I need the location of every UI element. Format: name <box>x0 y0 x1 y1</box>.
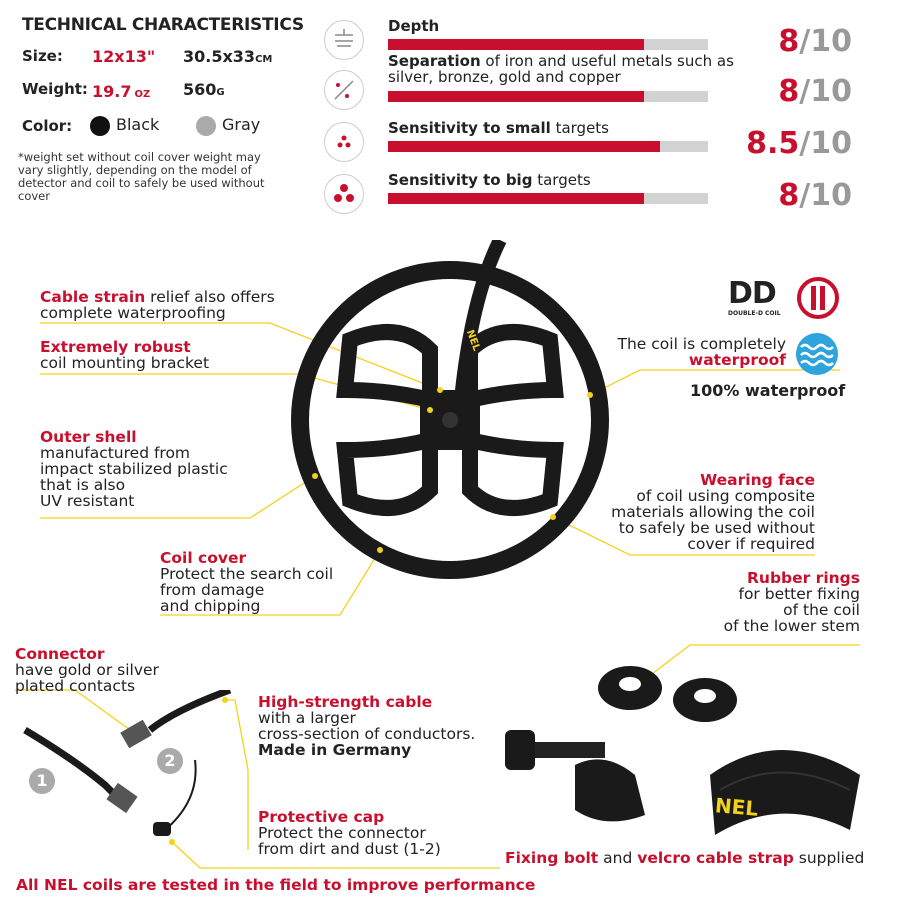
color-label: Color: <box>22 117 73 135</box>
rating-score-max: /10 <box>799 74 852 109</box>
size-cm: 30.5x33CM <box>183 47 273 66</box>
stem-brand: NEL <box>463 328 482 353</box>
strap-brand: NEL <box>714 793 760 821</box>
callout-wearing-face: Wearing face of coil using composite materials allowing the coil to safely be used without cover if required <box>611 471 815 553</box>
marker-dot <box>437 387 443 393</box>
color-black: Black <box>90 115 159 136</box>
rating-label-bold: Sensitivity to small <box>388 119 551 137</box>
marker-dot <box>377 547 383 553</box>
rating-score-max: /10 <box>799 24 852 59</box>
rating-label-rest: targets <box>532 171 591 189</box>
water-waves-icon <box>795 332 839 376</box>
callout-rubber-rings: Rubber rings for better fixing of the coil of the lower stem <box>723 569 860 635</box>
dd-logo: DD <box>728 276 776 311</box>
tech-title: TECHNICAL CHARACTERISTICS <box>22 15 304 35</box>
dd-subtitle: DOUBLE-D COIL <box>728 310 781 317</box>
footer-tagline: All NEL coils are tested in the field to improve performance <box>16 876 536 894</box>
marker-dot <box>587 392 593 398</box>
callout-protective-cap: Protective cap Protect the connector from dirt and dust (1-2) <box>258 808 441 858</box>
rating-label-rest: targets <box>550 119 609 137</box>
marker-dot <box>312 473 318 479</box>
waterproof-percent: 100% waterproof <box>690 381 846 400</box>
dd-coil-icon <box>796 276 840 320</box>
callout-cable: High-strength cable with a larger cross-section of conductors. Made in Germany <box>258 693 476 759</box>
marker-dot <box>427 407 433 413</box>
velcro-strap-image <box>700 735 870 845</box>
callout-connector: Connector have gold or silver plated contacts <box>15 645 159 695</box>
rating-label-bold: Depth <box>388 17 440 35</box>
rating-score-max: /10 <box>799 178 852 213</box>
rating-label-bold: Sensitivity to big <box>388 171 533 189</box>
rating-label-rest: of iron and useful metals such as silver, bronze, gold and copper <box>388 52 734 86</box>
rating-score-value: 8 <box>778 178 800 213</box>
callout-coil-cover: Coil cover Protect the search coil from damage and chipping <box>160 549 334 615</box>
weight-oz: 19.7 OZ <box>92 82 151 101</box>
color-gray: Gray <box>196 115 260 136</box>
rating-label-bold: Separation <box>388 52 481 70</box>
size-inches: 12x13" <box>92 47 156 66</box>
weight-label: Weight: <box>22 80 88 98</box>
callout-cable-strain: Cable strain relief also offers complete waterproofing <box>40 288 275 322</box>
callout-robust: Extremely robust coil mounting bracket <box>40 338 210 372</box>
fixing-supplied: Fixing bolt and velcro cable strap supplied <box>505 849 865 867</box>
rating-score-max: /10 <box>799 126 852 161</box>
weight-g: 560G <box>183 80 225 99</box>
callout-waterproof: The coil is completely waterproof <box>617 335 786 369</box>
marker-2: 2 <box>157 748 183 774</box>
marker-dot <box>550 514 556 520</box>
size-label: Size: <box>22 47 63 65</box>
rating-score-value: 8.5 <box>746 126 800 161</box>
weight-note: *weight set without coil cover weight may vary slightly, depending on the model of detector and coil to safely be used without cover <box>18 150 265 203</box>
rating-score-value: 8 <box>778 24 800 59</box>
callout-outer-shell: Outer shell manufactured from impact stabilized plastic that is also UV resistant <box>40 428 228 510</box>
rating-score-value: 8 <box>778 74 800 109</box>
fixing-bolt-image <box>495 720 665 835</box>
marker-1: 1 <box>29 768 55 794</box>
